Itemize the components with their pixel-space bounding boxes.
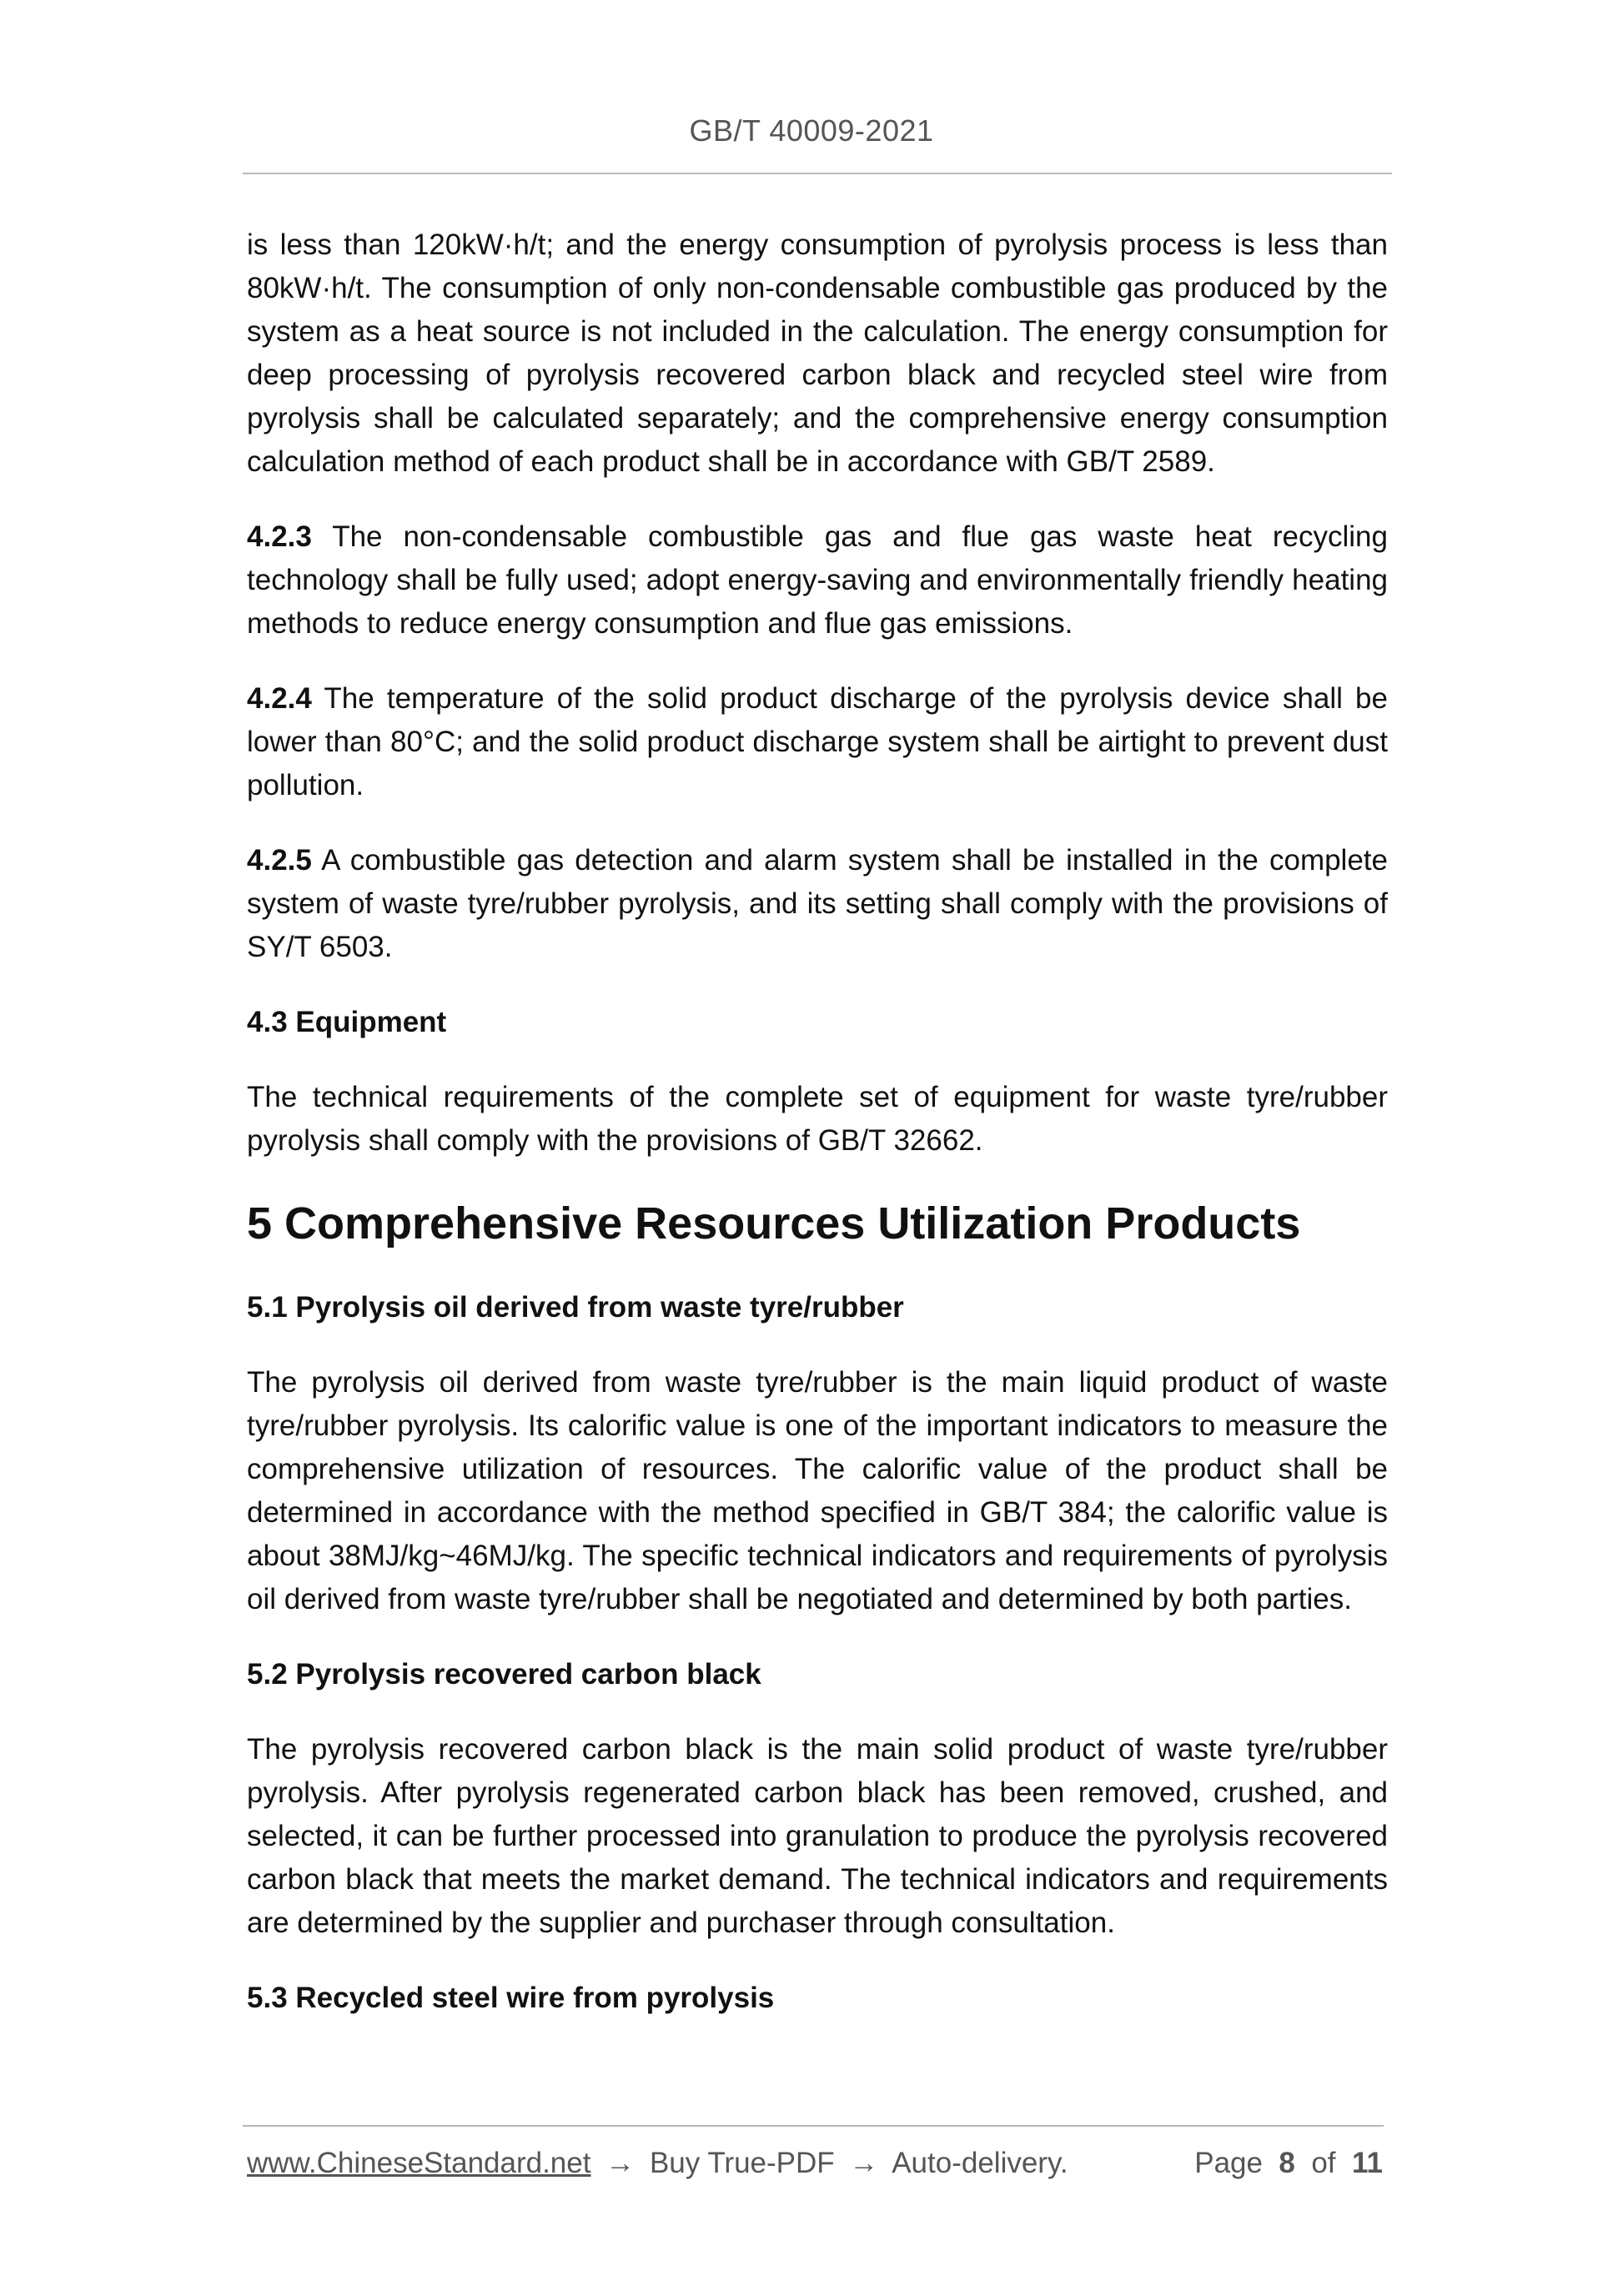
page-number bbox=[1194, 2142, 1383, 2185]
paragraph-5-1: The pyrolysis oil derived from waste tyre/rubber is the main liquid product of waste tyre/rubber pyrolysis. Its calorific value is one of the important indicators to measure the comprehensive utilization of resources. The calorific value of the product shall be determined in accordance with the method specified in GB/T 384; the calorific value is about 38MJ/kg~46MJ/kg. The specific technical indicators and requirements of pyrolysis oil derived from waste tyre/rubber shall be negotiated and determined by both parties. bbox=[247, 1366, 1388, 1615]
footer-promo bbox=[247, 2142, 1068, 2185]
clause-4-2-5 bbox=[247, 839, 1388, 969]
clause-text: A combustible gas detection and alarm system shall be installed in the complete system of waste tyre/rubber pyrolysis, and its setting shall comply with the provisions of SY/T 6503. bbox=[247, 844, 1388, 963]
page-current: 8 bbox=[1279, 2147, 1295, 2179]
clause-4-2-3 bbox=[247, 515, 1388, 646]
arrow-right-icon: → bbox=[605, 2147, 636, 2179]
clause-text: The non-condensable combustible gas and flue gas waste heat recycling technology shall be fully used; adopt energy-saving and environmentally friendly heating methods to reduce energy consumption and flue gas emissions. bbox=[247, 520, 1388, 640]
paragraph-4-3: The technical requirements of the complete set of equipment for waste tyre/rubber pyrolysis shall comply with the provisions of GB/T 32662. bbox=[247, 1081, 1388, 1157]
clause-number: 4.2.4 bbox=[247, 682, 312, 715]
website-link[interactable]: www.ChineseStandard.net bbox=[247, 2147, 591, 2179]
buy-text: Buy True-PDF bbox=[649, 2147, 835, 2179]
footer-divider bbox=[243, 2125, 1384, 2127]
heading-4-3: 4.3 Equipment bbox=[247, 1006, 447, 1038]
document-id-header: GB/T 40009-2021 bbox=[689, 113, 934, 148]
header-divider bbox=[243, 173, 1392, 174]
clause-text: The temperature of the solid product discharge of the pyrolysis device shall be lower than 80°C; and the solid product discharge system shall be airtight to prevent dust pollution. bbox=[247, 682, 1388, 801]
clause-number: 4.2.5 bbox=[247, 844, 312, 877]
document-body bbox=[247, 224, 1388, 2052]
arrow-right-icon: → bbox=[849, 2147, 879, 2179]
heading-5-1: 5.1 Pyrolysis oil derived from waste tyre/rubber bbox=[247, 1291, 904, 1324]
paragraph-5-2: The pyrolysis recovered carbon black is the main solid product of waste tyre/rubber pyrolysis. After pyrolysis regenerated carbon black has been removed, crushed, and selected, it can be further processed into granulation to produce the pyrolysis recovered carbon black that meets the market demand. The technical indicators and requirements are determined by the supplier and purchaser through consultation. bbox=[247, 1733, 1388, 1939]
page-label: Page bbox=[1194, 2147, 1263, 2179]
intro-paragraph: is less than 120kW·h/t; and the energy consumption of pyrolysis process is less than 80kW·h/t. The consumption of only non-condensable combustible gas produced by the system as a heat source is not included in the calculation. The energy consumption for deep processing of pyrolysis recovered carbon black and recycled steel wire from pyrolysis shall be calculated separately; and the comprehensive energy consumption calculation method of each product shall be in accordance with GB/T 2589. bbox=[247, 229, 1388, 478]
page-of: of bbox=[1311, 2147, 1336, 2179]
heading-5-2: 5.2 Pyrolysis recovered carbon black bbox=[247, 1658, 761, 1691]
heading-section-5: 5 Comprehensive Resources Utilization Products bbox=[247, 1198, 1301, 1248]
delivery-text: Auto-delivery. bbox=[892, 2147, 1068, 2179]
clause-number: 4.2.3 bbox=[247, 520, 312, 553]
page-total: 11 bbox=[1352, 2147, 1383, 2179]
heading-5-3: 5.3 Recycled steel wire from pyrolysis bbox=[247, 1982, 775, 2014]
clause-4-2-4 bbox=[247, 677, 1388, 807]
